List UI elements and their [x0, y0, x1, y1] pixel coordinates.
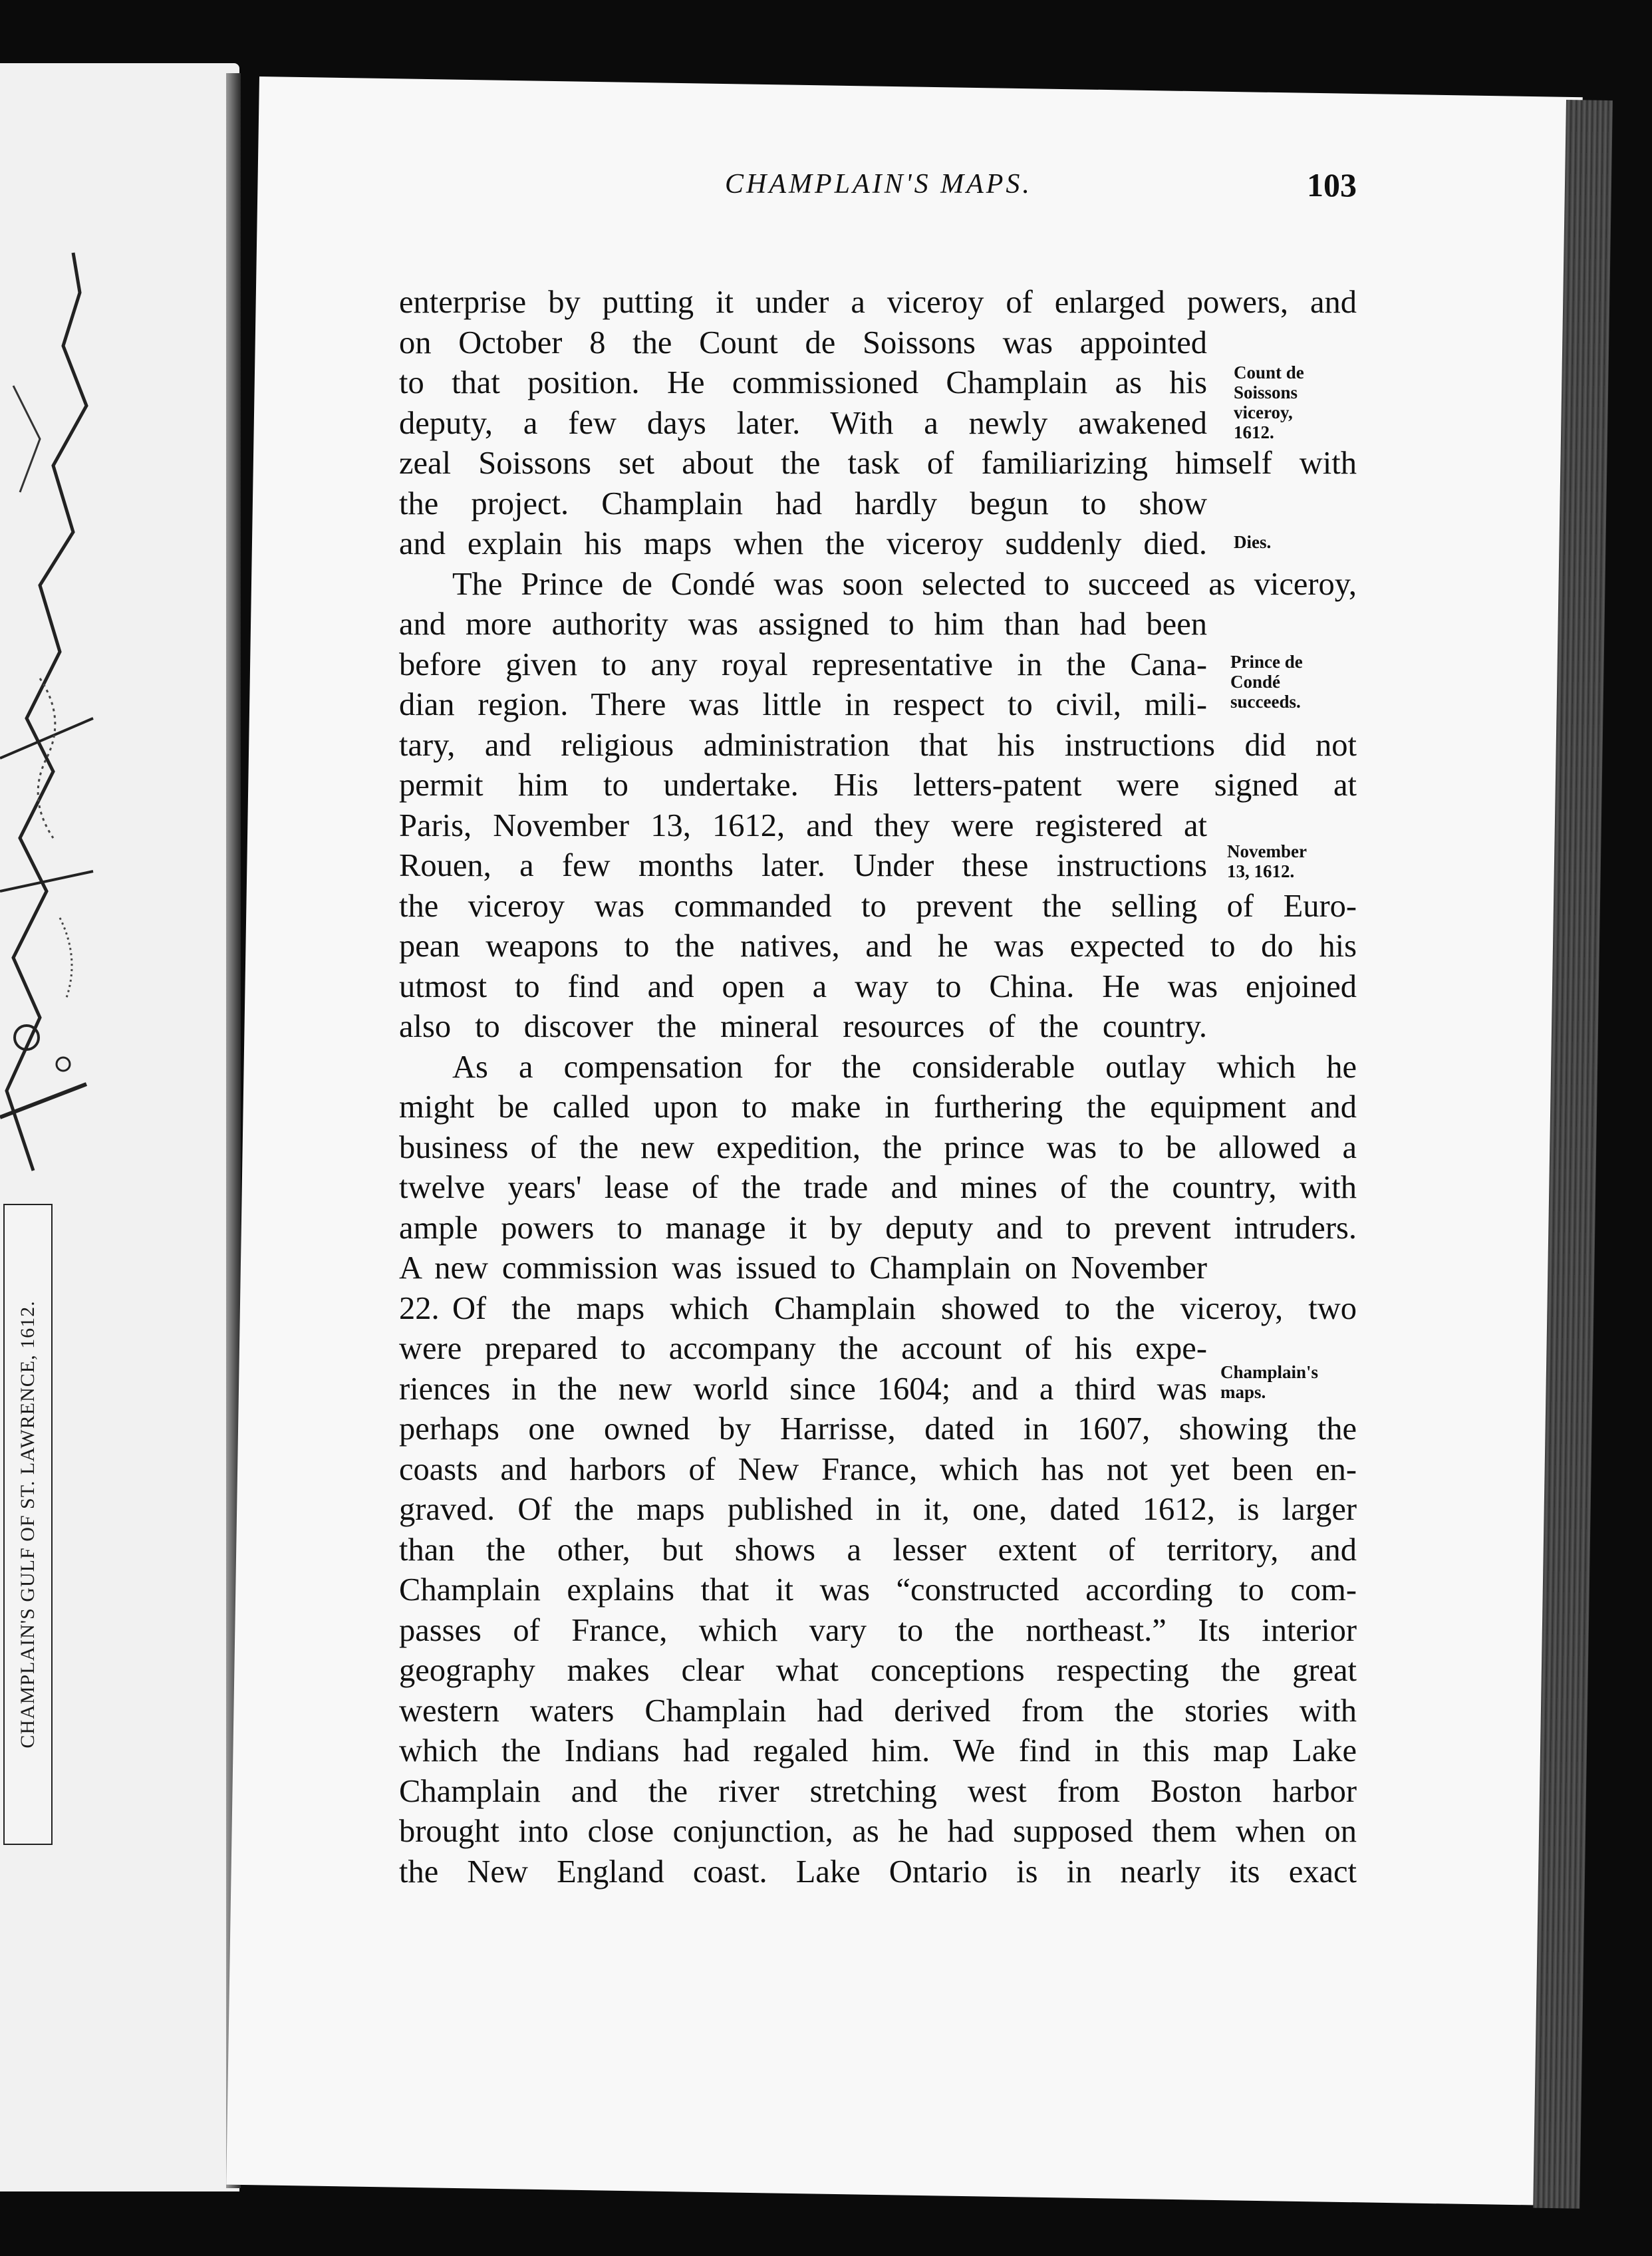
map-side-caption: [3, 1204, 53, 1845]
text-line: zeal Soissons set about the task of familiarizing himself with: [399, 446, 1357, 481]
margin-note: Champlain's maps.: [1220, 1362, 1319, 1402]
map-fragment-illustration: [0, 253, 93, 1171]
page-header: [399, 156, 1357, 210]
text-line: which the Indians had regaled him. We find in this map Lake: [399, 1733, 1357, 1768]
text-line: brought into close conjunction, as he had supposed them when on: [399, 1814, 1357, 1849]
text-line: the New England coast. Lake Ontario is in nearly its exact: [399, 1854, 1357, 1890]
margin-note: Prince de Condé succeeds.: [1230, 652, 1303, 712]
margin-note: Dies.: [1234, 532, 1272, 552]
margin-note: Count de Soissons viceroy, 1612.: [1234, 362, 1304, 442]
text-line: business of the new expedition, the prince was to be allowed a: [399, 1129, 1357, 1165]
margin-note: November 13, 1612.: [1227, 841, 1307, 881]
text-line: dian region. There was little in respect to civil, mili-: [399, 687, 1207, 722]
text-line: might be called upon to make in furthering the equipment and: [399, 1089, 1357, 1125]
text-line: the project. Champlain had hardly begun to show: [399, 486, 1207, 521]
text-line: were prepared to accompany the account of his expe-: [399, 1331, 1207, 1366]
text-line: utmost to find and open a way to China. He was enjoined: [399, 968, 1357, 1004]
text-line: Paris, November 13, 1612, and they were registered at: [399, 807, 1207, 843]
text-line: deputy, a few days later. With a newly awakened: [399, 405, 1207, 441]
text-line: pean weapons to the natives, and he was expected to do his: [399, 928, 1357, 964]
text-line: and explain his maps when the viceroy suddenly died.: [399, 526, 1207, 561]
text-line: A new commission was issued to Champlain on November 22.: [399, 1250, 1207, 1326]
page-number: 103: [1307, 166, 1357, 204]
text-line: Of the maps which Champlain showed to the viceroy, two: [452, 1290, 1357, 1326]
text-line: permit him to undertake. His letters-patent were signed at: [399, 768, 1357, 803]
text-line: riences in the new world since 1604; and a third was: [399, 1371, 1207, 1407]
text-line: also to discover the mineral resources of the country.: [399, 1009, 1207, 1044]
text-line: before given to any royal representative in the Cana-: [399, 646, 1207, 682]
text-line: coasts and harbors of New France, which has not yet been en-: [399, 1451, 1357, 1487]
body-text: [399, 283, 1357, 1892]
text-line: to that position. He commissioned Champlain as his: [399, 365, 1207, 400]
text-line: western waters Champlain had derived from the stories with: [399, 1693, 1357, 1729]
text-line: passes of France, which vary to the northeast.” Its interior: [399, 1612, 1357, 1648]
text-line: perhaps one owned by Harrisse, dated in 1607, showing the: [399, 1411, 1357, 1447]
text-line: enterprise by putting it under a viceroy of enlarged powers, and: [399, 285, 1357, 320]
text-line: tary, and religious administration that his instructions did not: [399, 727, 1357, 763]
text-line: geography makes clear what conceptions respecting the great: [399, 1653, 1357, 1688]
text-line: As a compensation for the considerable outlay which he: [452, 1049, 1357, 1085]
text-line: Champlain and the river stretching west from Boston harbor: [399, 1773, 1357, 1809]
text-line: ample powers to manage it by deputy and to prevent intruders.: [399, 1210, 1357, 1246]
text-line: twelve years' lease of the trade and mines of the country, with: [399, 1170, 1357, 1205]
map-caption-text: CHAMPLAIN'S GULF OF ST. LAWRENCE, 1612.: [17, 1300, 39, 1749]
text-line: than the other, but shows a lesser extent of territory, and: [399, 1532, 1357, 1568]
text-line: and more authority was assigned to him than had been: [399, 607, 1207, 642]
text-line: on October 8 the Count de Soissons was appointed: [399, 325, 1207, 360]
running-title: CHAMPLAIN'S MAPS.: [725, 169, 1032, 200]
text-line: graved. Of the maps published in it, one, dated 1612, is larger: [399, 1492, 1357, 1527]
text-line: the viceroy was commanded to prevent the selling of Euro-: [399, 888, 1357, 924]
text-line: The Prince de Condé was soon selected to succeed as viceroy,: [452, 566, 1357, 602]
text-line: Champlain explains that it was “constructed according to com-: [399, 1572, 1357, 1608]
text-line: Rouen, a few months later. Under these instructions: [399, 848, 1207, 883]
